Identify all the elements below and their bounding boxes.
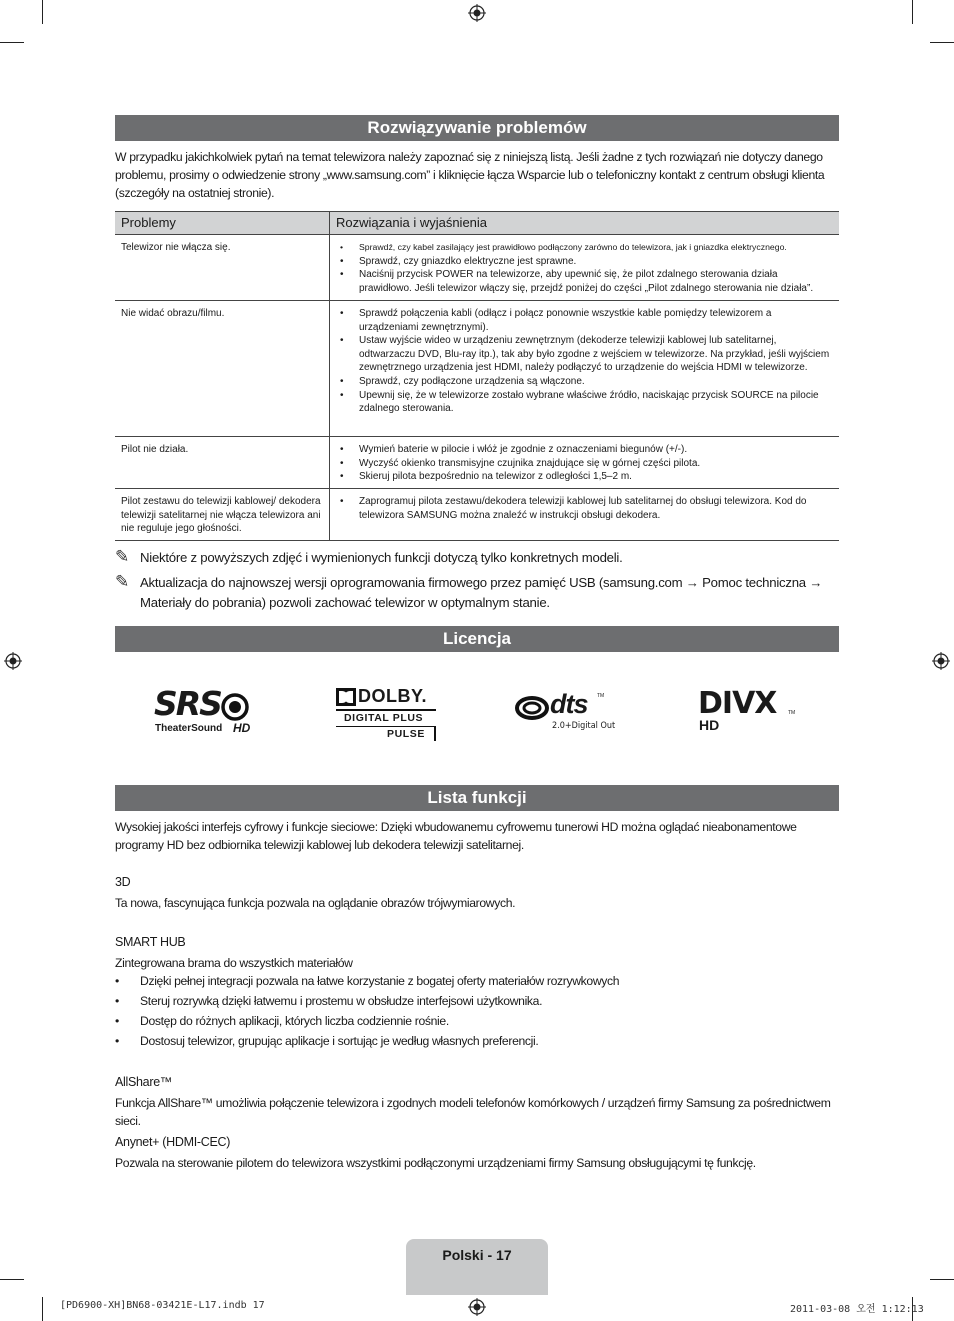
dolby-digital-plus-pulse-logo bbox=[336, 688, 438, 742]
srs-theatersound-hd-logo bbox=[154, 684, 264, 740]
feature-title: 3D bbox=[115, 875, 131, 889]
feature-title: AllShare™ bbox=[115, 1075, 173, 1089]
solution-item: • Sprawdź, czy kabel zasilający jest prawidłowo podłączony zarówno do telewizora, jak i gniazdka elektrycznego. bbox=[336, 241, 833, 255]
list-item-text: Dostosuj telewizor, grupując aplikacje i sortując je według własnych preferencji. bbox=[140, 1034, 539, 1048]
dolby-rule bbox=[434, 726, 436, 741]
note-text: Niektóre z powyższych zdjęć i wymienionych funkcji dotyczą tylko konkretnych modeli. bbox=[140, 550, 623, 565]
problem-cell: Pilot nie działa. bbox=[115, 437, 330, 489]
dolby-rule bbox=[336, 726, 436, 727]
problem-cell: Nie widać obrazu/filmu. bbox=[115, 301, 330, 437]
list-item-text: Dostęp do różnych aplikacji, których liczba codziennie rośnie. bbox=[140, 1014, 449, 1028]
dts-logo bbox=[515, 689, 625, 733]
note bbox=[115, 573, 825, 613]
list-item-text: Dzięki pełnej integracji pozwala na łatwe korzystanie z bogatej oferty materiałów rozrywkowych bbox=[140, 974, 620, 988]
registration-mark-icon bbox=[932, 652, 950, 670]
crop-mark bbox=[42, 1297, 43, 1321]
divx-logo-text: DIVX bbox=[698, 686, 777, 721]
list-item: • Dzięki pełnej integracji pozwala na łatwe korzystanie z bogatej oferty materiałów rozrywkowych bbox=[115, 974, 815, 988]
problem-cell: Telewizor nie włącza się. bbox=[115, 235, 330, 301]
dts-swirl-icon bbox=[515, 696, 549, 720]
column-header-solutions: Rozwiązania i wyjaśnienia bbox=[330, 212, 840, 235]
crop-mark bbox=[930, 1279, 954, 1280]
table-row bbox=[115, 235, 839, 301]
footer-timestamp: 2011-03-08 오전 1:12:13 bbox=[790, 1304, 924, 1315]
solution-item: • Skieruj pilota bezpośrednio na telewizor z odległości 1,5–2 m. bbox=[336, 470, 833, 484]
divx-hd-text: HD bbox=[699, 717, 720, 733]
problem-cell: Pilot zestawu do telewizji kablowej/ dekodera telewizji satelitarnej nie włącza telewizora ani nie reguluje jego głośności. bbox=[115, 489, 330, 541]
list-item: • Dostęp do różnych aplikacji, których liczba codziennie rośnie. bbox=[115, 1014, 815, 1028]
column-header-problems: Problemy bbox=[115, 212, 330, 235]
dolby-logo-text: DOLBY. bbox=[358, 686, 428, 706]
troubleshooting-table bbox=[115, 211, 839, 541]
table-header-row bbox=[115, 212, 839, 235]
solution-item: • Sprawdź, czy gniazdko elektryczne jest sprawne. bbox=[336, 255, 833, 269]
footer-file-info: [PD6900-XH]BN68-03421E-L17.indb 17 bbox=[60, 1300, 265, 1311]
registration-mark-icon bbox=[468, 1298, 486, 1316]
section-title-features: Lista funkcji bbox=[115, 785, 839, 811]
crop-mark bbox=[0, 42, 24, 43]
registration-mark-icon bbox=[4, 652, 22, 670]
dts-tm-text: TM bbox=[597, 693, 605, 699]
srs-logo-text: SRS bbox=[154, 684, 221, 723]
solution-item: • Sprawdź połączenia kabli (odłącz i połącz ponownie wszystkie kable pomiędzy telewizorem a urządzeniami zewnętrznymi). bbox=[336, 307, 833, 334]
feature-description: Ta nowa, fascynująca funkcja pozwala na oglądanie obrazów trójwymiarowych. bbox=[115, 896, 516, 910]
crop-mark bbox=[42, 0, 43, 24]
table-row bbox=[115, 437, 839, 489]
dolby-double-d-icon bbox=[336, 688, 356, 706]
dolby-rule bbox=[336, 709, 436, 711]
list-item: • Steruj rozrywką dzięki łatwemu i prostemu w obsłudze interfejsowi użytkownika. bbox=[115, 994, 815, 1008]
pencil-note-icon: ✎ bbox=[115, 547, 129, 566]
solution-item: • Sprawdź, czy podłączone urządzenia są włączone. bbox=[336, 375, 833, 389]
note bbox=[115, 548, 825, 568]
feature-description: Funkcja AllShare™ umożliwia połączenie telewizora i zgodnych modeli telefonów komórkowych / urządzeń firmy Samsung za pośrednictwem sieci. bbox=[115, 1096, 831, 1128]
solution-cell bbox=[330, 489, 840, 541]
list-item: • Dostosuj telewizor, grupując aplikacje i sortując je według własnych preferencji. bbox=[115, 1034, 815, 1048]
solution-item: • Ustaw wyjście wideo w urządzeniu zewnętrznym (dekoderze telewizji kablowej lub satelitarnej, odtwarzaczu DVD, Blu-ray itp.), tak aby było zgodne z wejściem w telewizorze. Na przykład, jeśli wyjściem zewnętrznego urządzenia jest HDMI, należy podłączyć to urządzenie do wejścia HDMI w telewizorze. bbox=[336, 334, 833, 375]
feature-title: Anynet+ (HDMI-CEC) bbox=[115, 1135, 231, 1149]
divx-hd-logo bbox=[698, 686, 798, 734]
table-row bbox=[115, 489, 839, 541]
feature-description: Zintegrowana brama do wszystkich materiałów bbox=[115, 956, 353, 970]
page-number-tab: Polski - 17 bbox=[406, 1239, 548, 1295]
solution-item: • Upewnij się, że w telewizorze zostało wybrane właściwe źródło, naciskając przycisk SOURCE na pilocie zdalnego sterowania. bbox=[336, 389, 833, 416]
crop-mark bbox=[930, 42, 954, 43]
srs-hd-text: HD bbox=[233, 721, 251, 735]
registration-mark-icon bbox=[468, 4, 486, 22]
dolby-line2-text: PULSE bbox=[387, 728, 426, 740]
pencil-note-icon: ✎ bbox=[115, 572, 129, 591]
feature-title: SMART HUB bbox=[115, 935, 186, 949]
troubleshooting-intro: W przypadku jakichkolwiek pytań na temat telewizora należy zapoznać się z niniejszą listą. Jeśli żadne z tych rozwiązań nie dotyczy danego problemu, prosimy o odwiedzenie strony „www.samsung.com” i kliknięcie łącza Wsparcie lub o telefoniczny kontakt z centrum obsługi klienta (szczegóły na ostatniej stronie). bbox=[115, 150, 825, 200]
solution-item: • Naciśnij przycisk POWER na telewizorze, aby upewnić się, że pilot zdalnego sterowania działa prawidłowo. Jeśli telewizor włączy się, przejdź poniżej do części „Pilot zdalnego sterowania nie działa”. bbox=[336, 268, 833, 295]
feature-description: Pozwala na sterowanie pilotem do telewizora wszystkimi podłączonymi urządzeniami firmy Samsung obsługującymi tę funkcję. bbox=[115, 1156, 756, 1170]
crop-mark bbox=[0, 1279, 24, 1280]
solution-cell bbox=[330, 301, 840, 437]
table-row bbox=[115, 301, 839, 437]
dts-sub-text: 2.0+Digital Out bbox=[552, 721, 616, 731]
srs-sub-text: TheaterSound bbox=[155, 723, 223, 734]
section-title-license: Licencja bbox=[115, 626, 839, 652]
dts-logo-text: dts bbox=[550, 689, 588, 719]
solution-item: • Zaprogramuj pilota zestawu/dekodera telewizji kablowej lub satelitarnej do obsługi telewizora. Kod do telewizora SAMSUNG można znaleźć w instrukcji obsługi dekodera. bbox=[336, 495, 833, 522]
solution-item: • Wyczyść okienko transmisyjne czujnika znajdujące się w górnej części pilota. bbox=[336, 457, 833, 471]
divx-tm-text: TM bbox=[788, 710, 796, 716]
dolby-line1-text: DIGITAL PLUS bbox=[344, 712, 424, 724]
solution-item: • Wymień baterie w pilocie i włóż je zgodnie z oznaczeniami biegunów (+/-). bbox=[336, 443, 833, 457]
list-item-text: Steruj rozrywką dzięki łatwemu i prostemu w obsłudze interfejsowi użytkownika. bbox=[140, 994, 543, 1008]
section-title-troubleshooting: Rozwiązywanie problemów bbox=[115, 115, 839, 141]
note-text: Aktualizacja do najnowszej wersji oprogramowania firmowego przez pamięć USB (samsung.com → Pomoc techniczna → Materiały do pobrania) pozwoli zachować telewizor w optymalnym stanie. bbox=[140, 575, 823, 610]
solution-cell bbox=[330, 235, 840, 301]
crop-mark bbox=[912, 0, 913, 24]
features-intro: Wysokiej jakości interfejs cyfrowy i funkcje sieciowe: Dzięki wbudowanemu cyfrowemu tunerowi HD można oglądać nieabonamentowe programy HD bez odbiornika telewizji kablowej lub dekodera telewizji satelitarnej. bbox=[115, 820, 797, 852]
srs-circle-icon bbox=[220, 692, 250, 722]
solution-cell bbox=[330, 437, 840, 489]
